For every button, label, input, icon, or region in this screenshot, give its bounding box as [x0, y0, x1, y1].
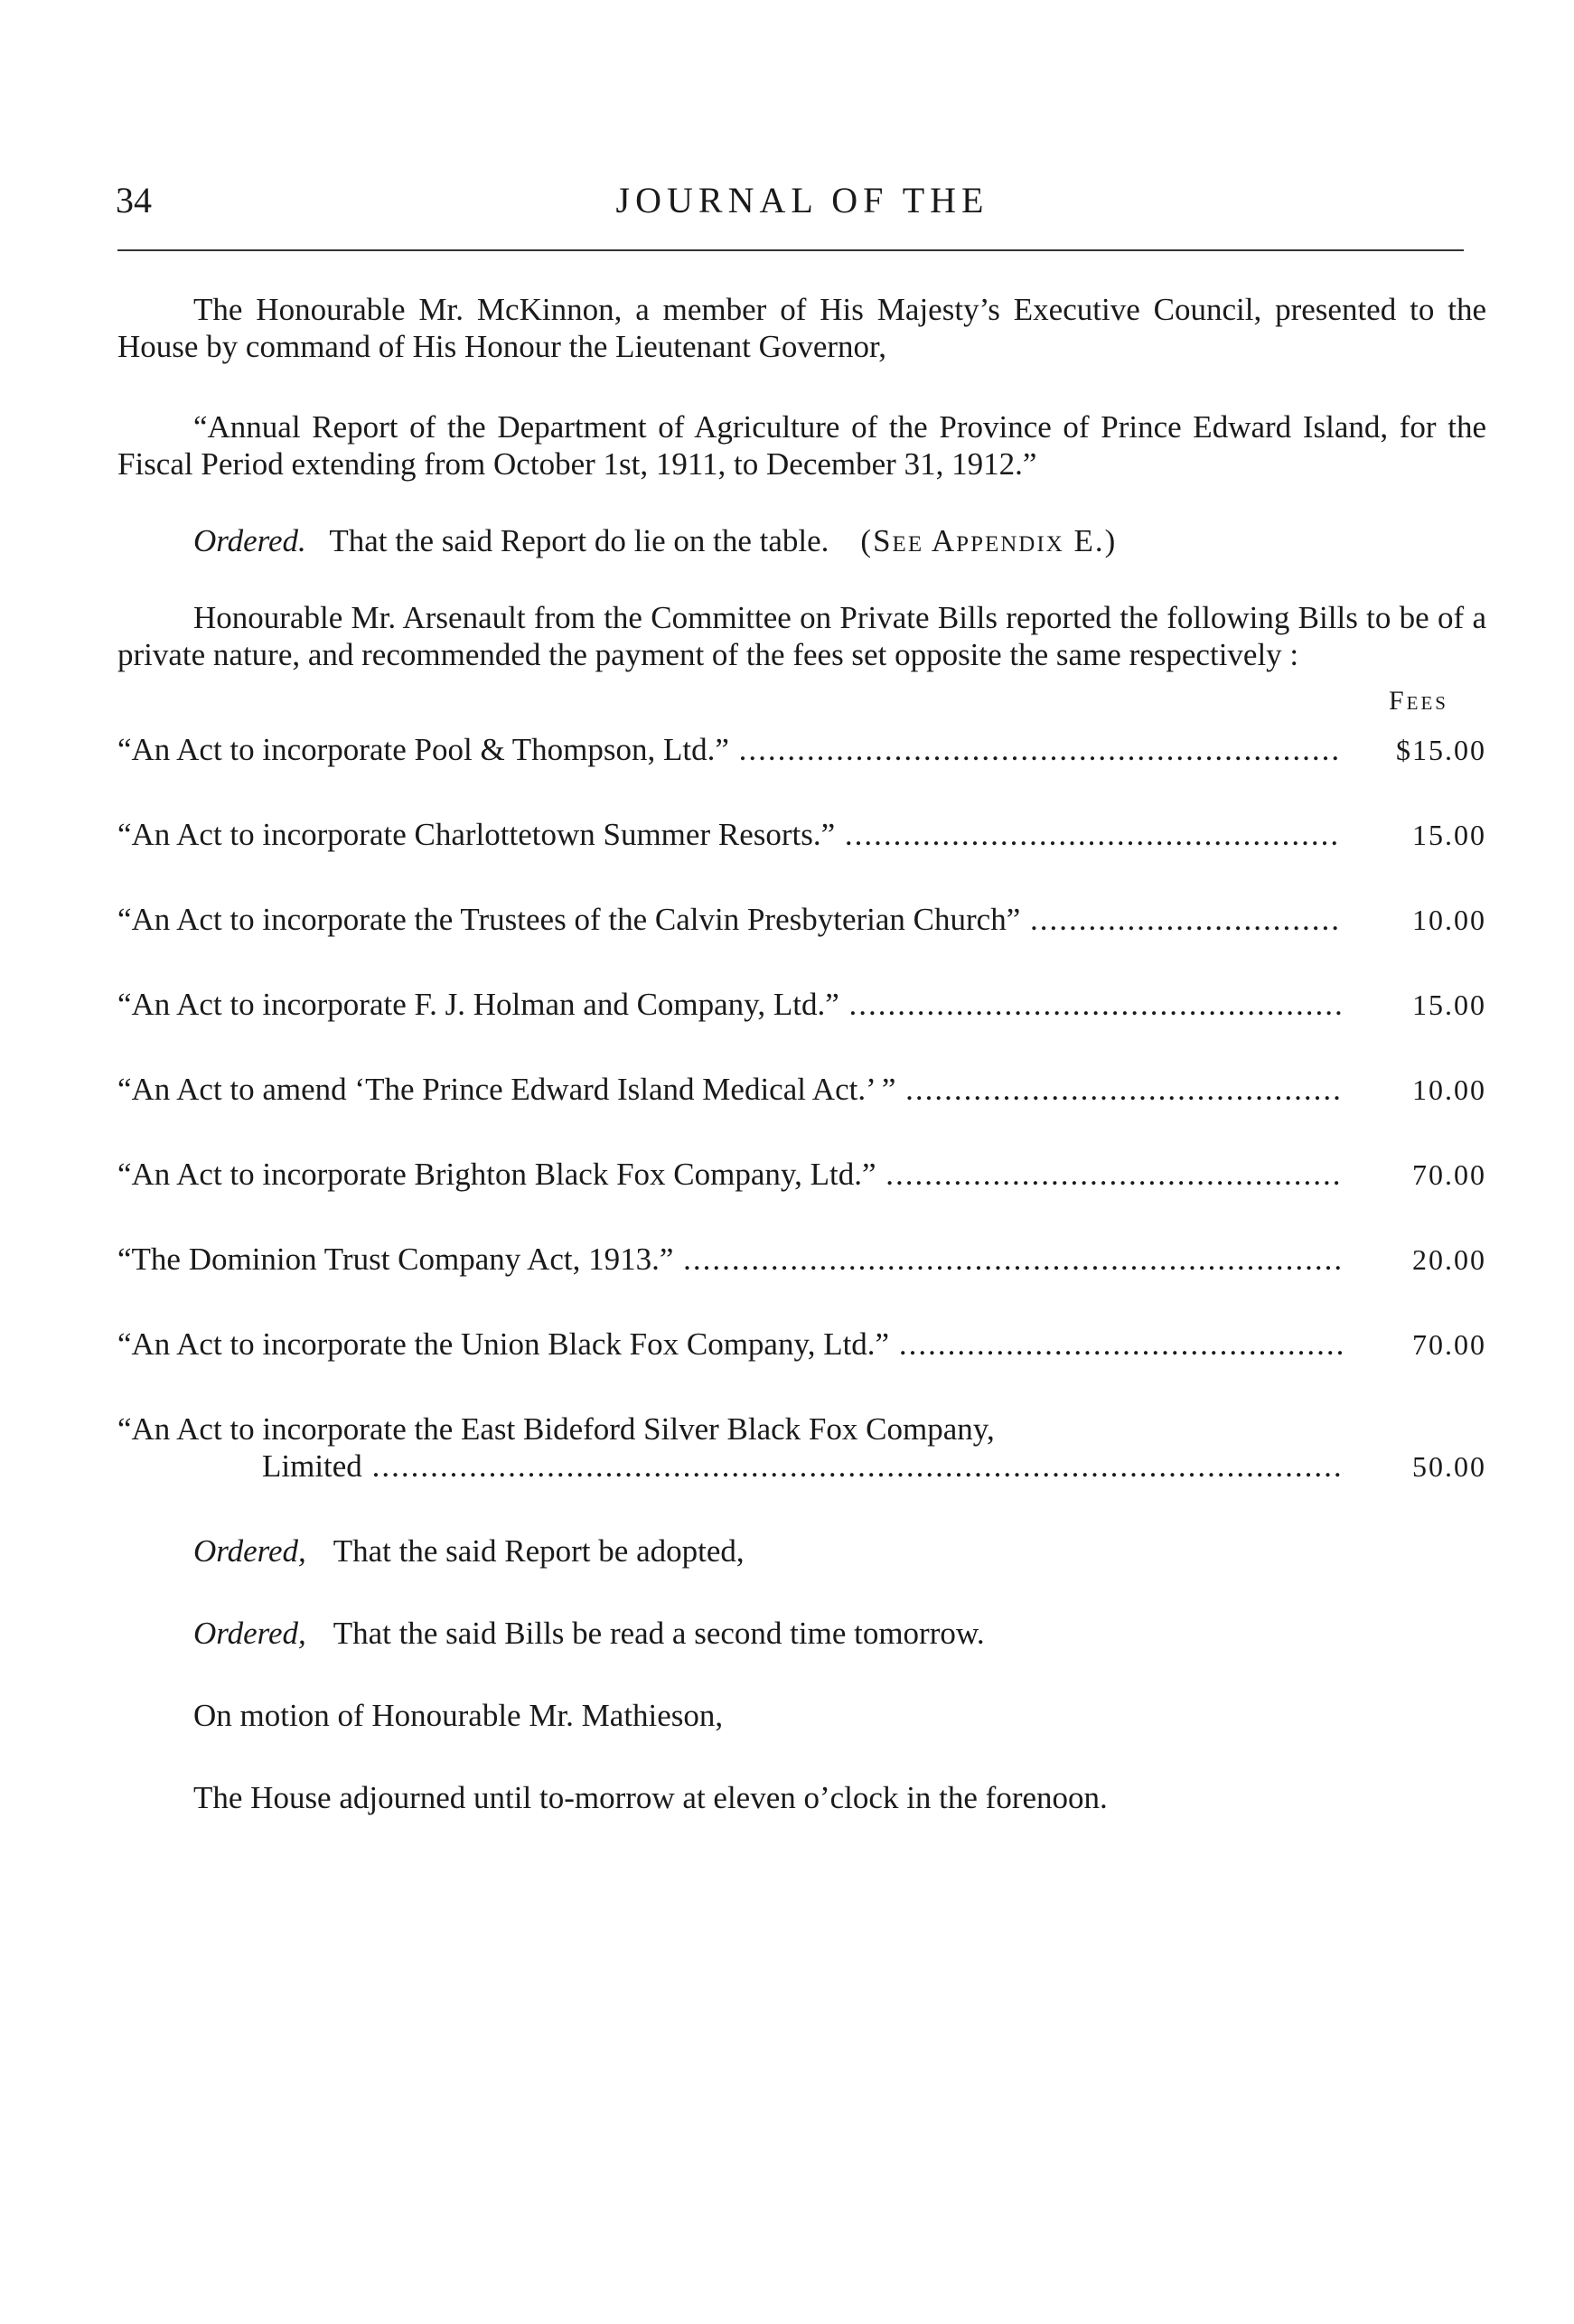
bill-name: “An Act to incorporate F. J. Holman and Company, Ltd.” ..... [117, 986, 1342, 1023]
bill-fee: 20.00 [1412, 1243, 1486, 1276]
bill-row [117, 816, 1486, 854]
bill-row [117, 1071, 1486, 1109]
bill-row-multiline [117, 1410, 1486, 1485]
page-body [117, 291, 1486, 1861]
bill-row [117, 1241, 1486, 1279]
paragraph-presentation: The Honourable Mr. McKinnon, a member of His Majesty’s Executive Council, presented to the House by command of His Honour the Lieutenant Governor, [117, 292, 1486, 364]
bill-fee: 50.00 [1412, 1450, 1486, 1483]
bill-name-line2-row [117, 1448, 1486, 1485]
bill-row [117, 1156, 1486, 1194]
header-rule [117, 249, 1464, 251]
bill-row [117, 731, 1486, 769]
bill-row [117, 986, 1486, 1024]
bill-fee: 70.00 [1412, 1158, 1486, 1191]
ordered-adopted-text: That the said Report be adopted, [333, 1533, 745, 1569]
fees-column-header: Fees [1388, 686, 1448, 716]
bill-name: “An Act to incorporate Charlottetown Summer Resorts.” ..... [117, 816, 1342, 853]
bill-name-line1: “An Act to incorporate the East Bideford Silver Black Fox Company, [117, 1411, 995, 1447]
bill-name: “An Act to incorporate the Union Black Fox Company, Ltd.” ..... [117, 1326, 1342, 1363]
ordered-text: That the said Report do lie on the table. [329, 523, 829, 558]
paragraph-ordered-table [117, 522, 1486, 559]
page-number: 34 [116, 180, 152, 220]
bill-name: “An Act to incorporate Brighton Black Fox Company, Ltd.” ..... [117, 1156, 1342, 1193]
bill-row [117, 901, 1486, 939]
bills-list [117, 731, 1486, 1485]
bill-fee: 10.00 [1412, 1073, 1486, 1106]
bill-name: “An Act to incorporate the Trustees of the Calvin Presbyterian Church” ..... [117, 901, 1342, 938]
bill-fee: 70.00 [1412, 1328, 1486, 1361]
bill-name: “An Act to incorporate Pool & Thompson, Ltd.” ..... [117, 731, 1342, 768]
bill-fee: 15.00 [1412, 819, 1486, 851]
running-head: JOURNAL OF THE [615, 180, 989, 220]
ordered-second-reading [117, 1615, 1486, 1652]
ordered-label: Ordered. [193, 523, 306, 558]
bill-name: “The Dominion Trust Company Act, 1913.” ..... [117, 1241, 1342, 1278]
bill-fee: $15.00 [1396, 734, 1486, 766]
ordered-second-reading-text: That the said Bills be read a second time tomorrow. [333, 1616, 985, 1651]
appendix-reference: (See Appendix E.) [860, 523, 1118, 558]
bill-name-line2: Limited ..... [262, 1448, 1342, 1485]
ordered-label: Ordered, [193, 1533, 306, 1569]
bill-name: “An Act to amend ‘The Prince Edward Island Medical Act.’ ” ..... [117, 1071, 1342, 1108]
ordered-adopted [117, 1532, 1486, 1570]
bill-fee: 10.00 [1412, 904, 1486, 936]
ordered-label: Ordered, [193, 1616, 306, 1651]
paragraph-report-title: “Annual Report of the Department of Agriculture of the Province of Prince Edward Island, for the Fiscal Period extending from October 1st, 1911, to December 31, 1912.” [117, 409, 1486, 482]
adjournment-line: The House adjourned until to-morrow at eleven o’clock in the forenoon. [193, 1780, 1108, 1815]
page-header [116, 179, 1489, 224]
bill-row [117, 1326, 1486, 1363]
paragraph-committee-report: Honourable Mr. Arsenault from the Committee on Private Bills reported the following Bills to be of a private nature, and recommended the payment of the fees set opposite the same respectively : [117, 600, 1486, 672]
motion-line: On motion of Honourable Mr. Mathieson, [193, 1698, 724, 1733]
bill-fee: 15.00 [1412, 989, 1486, 1021]
